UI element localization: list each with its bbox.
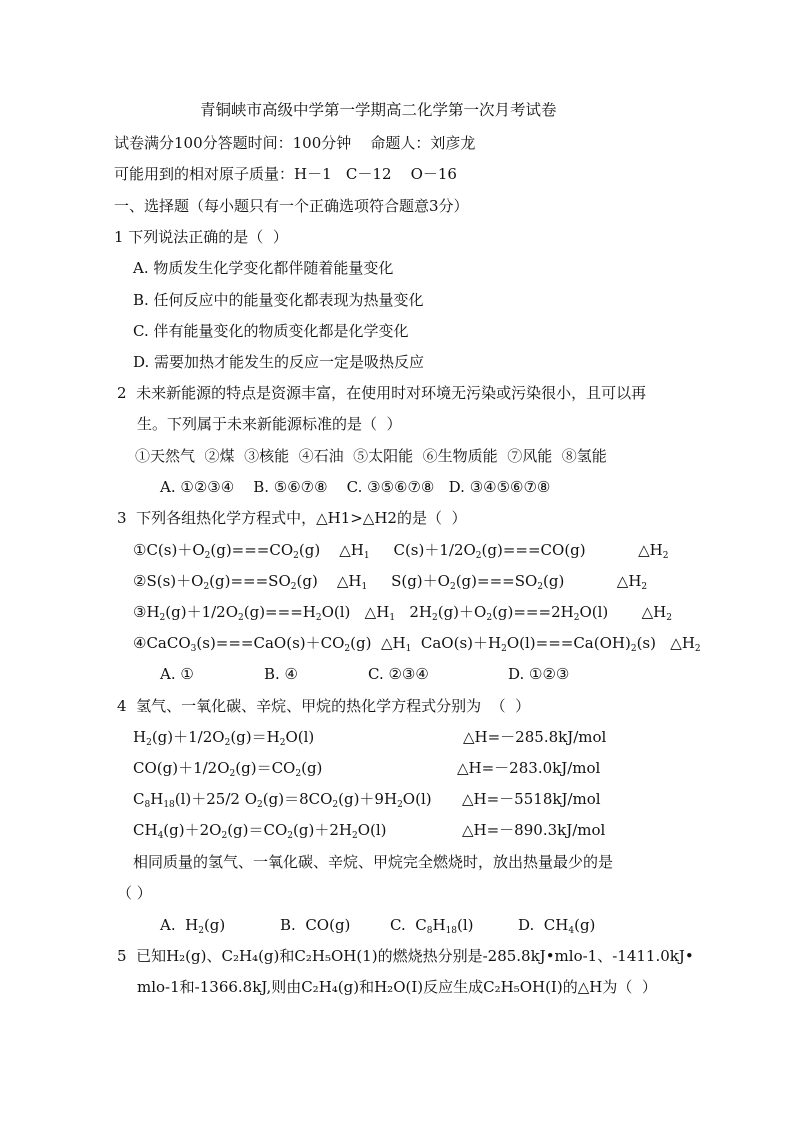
q4-option-b: B. CO(g) [280,916,351,934]
q1-option-a: A. 物质发生化学变化都伴随着能量变化 [133,259,394,277]
q2-stem-cont: 生。下列属于未来新能源标准的是（ ） [137,415,402,433]
q3-eq2: $②S(s)+O_2(g)===SO_2(g)$ $\triangle H_1$ $S(g)+O_2(g)===SO_2(g)$ $\triangle H_2$ [133,572,648,592]
q3-eq1: $①C(s)+O_2(g)===CO_2(g)$ $\triangle H_1$ $C(s)+1/2O_2(g)===CO(g)$ $\triangle H_2$ [133,541,669,561]
q4-dh3: △H=－5518kJ/mol [462,790,601,808]
q1-option-d: D. 需要加热才能发生的反应一定是吸热反应 [133,353,425,371]
q3-option-b: B. ④ [264,665,299,683]
q4-eq4: $CH_4(g)+2O_2(g)=CO_2(g)+2H_2O(l)$ [133,821,387,841]
q4-dh4: △H=－890.3kJ/mol [462,821,606,839]
q3-eq3: $③H_2(g)+1/2O_2(g)===H_2O(l)$ $\triangle H_1$ $2H_2(g)+O_2(g)===2H_2O(l)$ $\triangle H_2$ [133,603,672,623]
q3-option-a: A. ① [160,665,194,683]
q3-stem: 3 下列各组热化学方程式中，△H1>△H2的是（ ） [117,509,467,527]
q4-dh1: △H=－285.8kJ/mol [463,728,607,746]
q5-stem-cont: mlo-1和-1366.8kJ,则由C₂H₄(g)和H₂O(I)反应生成C₂H₅OH(I)的△H为（ ） [137,978,657,996]
q4-dh2: △H=－283.0kJ/mol [457,759,601,777]
q3-option-d: D. ①②③ [508,665,570,683]
q4-question-cont: （ ） [117,884,152,902]
q4-eq3: $C_8H_{18}(l)+25/2$ $O_2(g)=8CO_2(g)+9H_2O(l)$ [133,790,432,810]
q4-eq2: $CO(g)+1/2O_2(g)=CO_2(g)$ [133,759,323,779]
q4-option-c: C. $C_8H_{18}(l)$ [390,916,474,936]
q4-stem: 4 氢气、一氧化碳、辛烷、甲烷的热化学方程式分别为 （ ） [117,697,531,715]
q1-option-c: C. 伴有能量变化的物质变化都是化学变化 [133,322,409,340]
section-heading: 一、选择题（每小题只有一个正确选项符合题意3分） [114,197,469,215]
exam-info: 试卷满分100分答题时间：100分钟 命题人：刘彦龙 [114,134,476,152]
q3-option-c: C. ②③④ [368,665,429,683]
q4-option-a: A. $H_2(g)$ [160,916,226,936]
q1-option-b: B. 任何反应中的能量变化都表现为热量变化 [133,291,424,309]
q5-stem: 5 已知H₂(g)、C₂H₄(g)和C₂H₅OH(1)的燃烧热分别是-285.8kJ•mlo-1、-1411.0kJ• [117,947,694,965]
atomic-masses: 可能用到的相对原子质量：H－1 C－12 O－16 [114,165,457,183]
q2-options: A. ①②③④ B. ⑤⑥⑦⑧ C. ③⑤⑥⑦⑧ D. ③④⑤⑥⑦⑧ [160,478,551,496]
q3-eq4: $④CaCO_3(s)===CaO(s)+CO_2(g)$ $\triangle H_1$ $CaO(s)+H_2O(l)===Ca(OH)_2(s)$ $\triangle H_2$ [133,634,701,654]
q4-eq1: $H_2(g)+1/2O_2(g)=H_2O(l)$ [133,728,315,748]
q2-items: ①天然气 ②煤 ③核能 ④石油 ⑤太阳能 ⑥生物质能 ⑦风能 ⑧氢能 [135,447,607,465]
page-title: 青铜峡市高级中学第一学期高二化学第一次月考试卷 [200,101,557,119]
q4-question: 相同质量的氢气、一氧化碳、辛烷、甲烷完全燃烧时，放出热量最少的是 [133,853,614,871]
q4-option-d: D. $CH_4(g)$ [518,916,596,936]
q2-stem: 2 未来新能源的特点是资源丰富，在使用时对环境无污染或污染很小，且可以再 [117,384,647,402]
q1-stem: 1 下列说法正确的是（ ） [114,228,288,246]
